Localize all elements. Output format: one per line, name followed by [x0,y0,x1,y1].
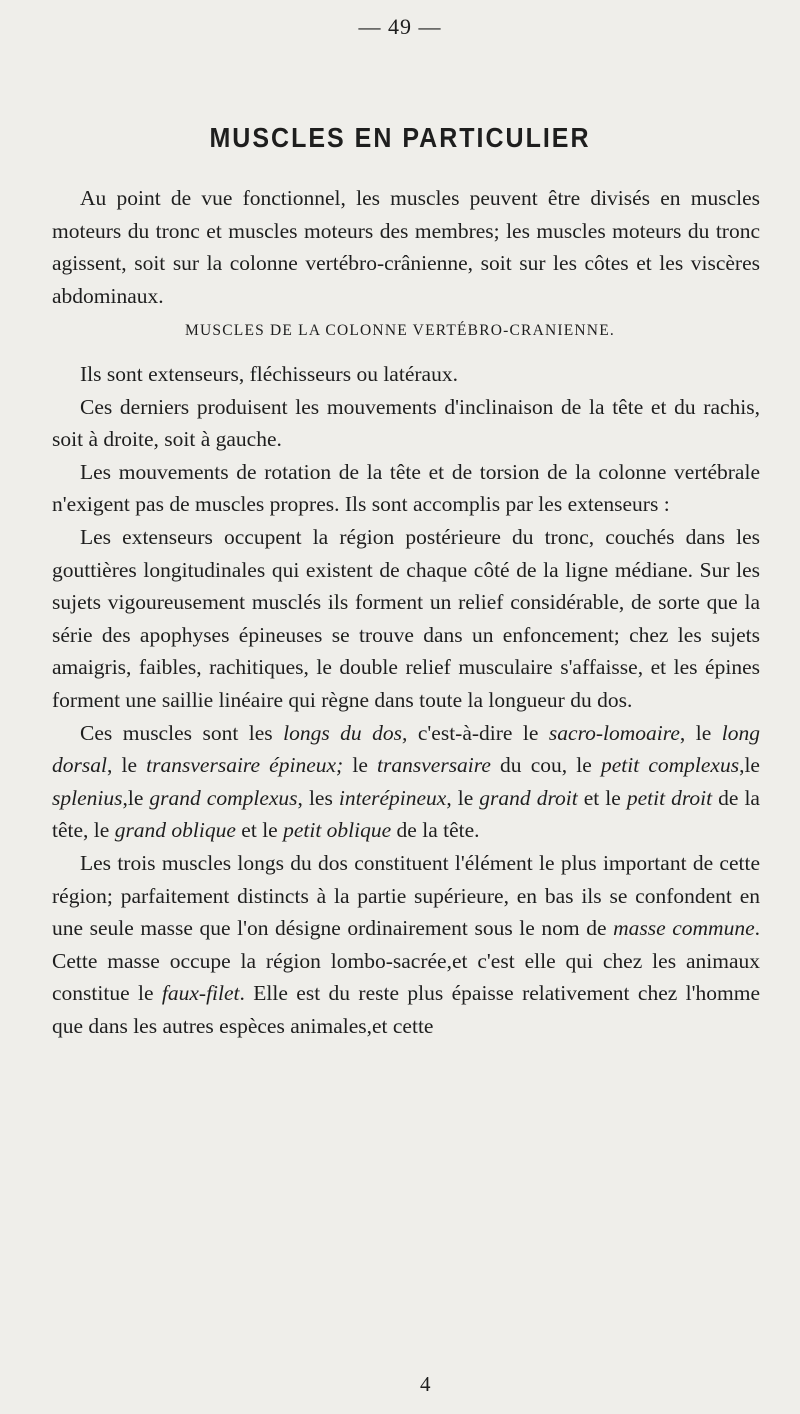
paragraph-masse-commune: Les trois muscles longs du dos constituent l'élément le plus important de cette région; parfaitement distincts à la partie supérieure, en bas ils se confondent en une seule masse que l'on désigne ordinairement sous le nom de masse commune. Cette masse occupe la région lombo-sacrée,et c'est elle qui chez les animaux constitue le faux-filet. Elle est du reste plus épaisse relativement chez l'homme que dans les autres espèces animales,et cette [52,850,760,1038]
term-longs-du-dos: longs du dos, [283,720,408,745]
paragraph-types: Ils sont extenseurs, fléchisseurs ou latéraux. [80,362,458,386]
term-petit-droit: petit droit [626,785,713,810]
paragraph-muscle-list: Ces muscles sont les longs du dos, c'est-à-dire le sacro-lomoaire, le long dorsal, le transversaire épineux; le transversaire du cou, le petit complexus,le splenius,le grand complexus, les interépineux, le grand droit et le petit droit de la tête, le grand oblique et le petit oblique de la tête. [52,720,760,843]
section-title: MUSCLES EN PARTICULIER [209,122,591,154]
signature-mark: 4 [420,1372,431,1396]
term-splenius: splenius [52,785,123,810]
term-petit-complexus: petit complexus [600,753,740,778]
intro-paragraph: Au point de vue fonctionnel, les muscles peuvent être divisés en muscles moteurs du tronc et muscles moteurs des membres; les muscles moteurs du tronc agissent, soit sur la colonne vertébro-crânienne, soit sur les côtes et les viscères abdominaux. [52,186,760,308]
paragraph-rotation: Les mouvements de rotation de la tête et de torsion de la colonne vertébrale n'exigent pas de muscles propres. Ils sont accomplis par les extenseurs : [52,459,760,517]
term-faux-filet: faux-filet [161,981,240,1006]
term-masse-commune: masse commune [613,916,755,941]
page-number: — 49 — [358,14,442,39]
paragraph-extensors: Les extenseurs occupent la région postérieure du tronc, couchés dans les gouttières longitudinales qui existent de chaque côté de la ligne médiane. Sur les sujets vigoureusement musclés ils forment un relief considérable, de sorte que la série des apophyses épineuses se trouve dans un enfoncement; chez les sujets amaigris, faibles, rachitiques, le double relief musculaire s'affaisse, et les épines forment une saillie linéaire qui règne dans toute la longueur du dos. [52,524,760,712]
body-block [52,358,760,1042]
term-grand-oblique: grand oblique [114,818,236,843]
term-transversaire: transversaire [377,753,491,778]
subheading: MUSCLES DE LA COLONNE VERTÉBRO-CRANIENNE. [185,322,615,339]
intro-block [52,182,760,312]
term-long-dorsal: long dorsal [52,720,760,778]
term-petit-oblique: petit oblique [283,818,392,843]
term-grand-droit: grand droit [479,785,578,810]
term-grand-complexus: grand complexus [149,785,298,810]
paragraph-lateral: Ces derniers produisent les mouvements d'inclinaison de la tête et du rachis, soit à droite, soit à gauche. [52,394,760,452]
term-sacro-lomoaire: sacro-lomoaire [548,720,680,745]
term-interepineux: interépineux [338,785,447,810]
term-transversaire-epineux: transversaire épineux; [146,753,344,778]
